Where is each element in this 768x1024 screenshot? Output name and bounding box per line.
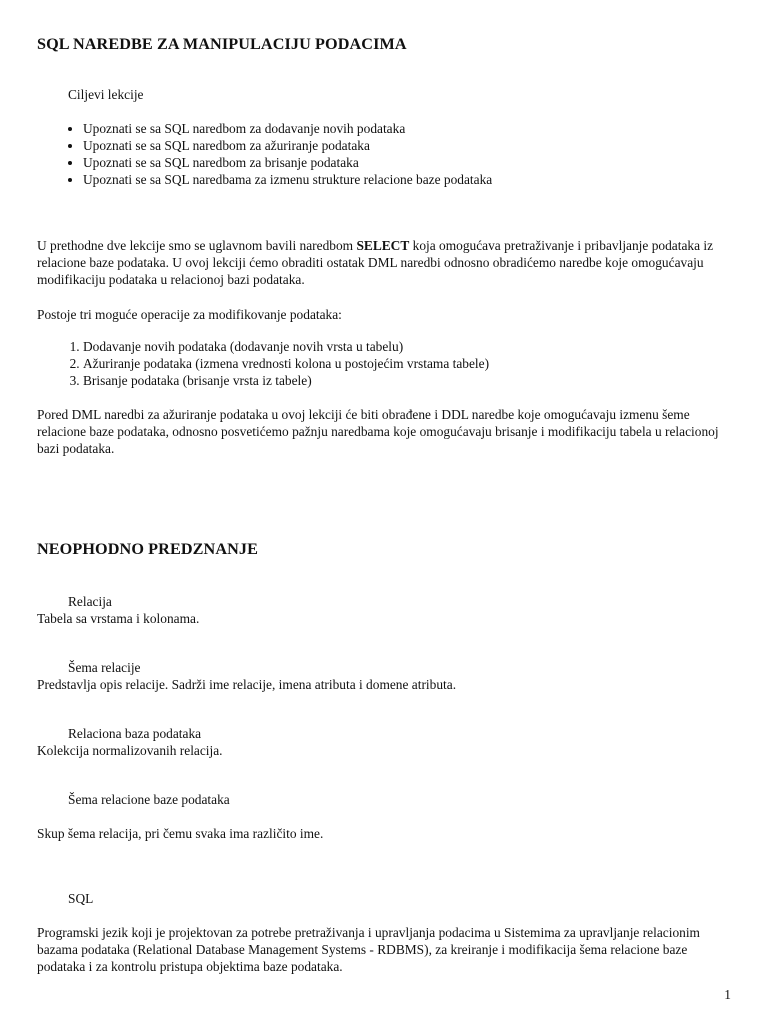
- intro-paragraph: [37, 237, 737, 288]
- definition-description: Tabela sa vrstama i kolonama.: [37, 611, 200, 626]
- intro-text-after: koja omogućava pretraživanje i pribavljanje podataka iz relacione baze podataka. U ovoj lekciji ćemo obraditi ostatak DML naredbi odnosno obradićemo naredbe koje omogućavaju modifikaciju podataka u relacionoj bazi podataka.: [37, 238, 714, 287]
- definition-description: Predstavlja opis relacije. Sadrži ime relacije, imena atributa i domene atributa.: [37, 677, 457, 692]
- definition-description: Skup šema relacija, pri čemu svaka ima različito ime.: [37, 826, 324, 841]
- operation-item: 1. Dodavanje novih podataka (dodavanje novih vrsta u tabelu): [83, 338, 489, 355]
- objective-item: • Upoznati se sa SQL naredbama za izmenu strukture relacione baze podataka: [83, 171, 492, 188]
- operation-item: 3. Brisanje podataka (brisanje vrsta iz tabele): [83, 372, 489, 389]
- prerequisites-heading: NEOPHODNO PREDZNANJE: [37, 540, 258, 558]
- definition-term: Relacija: [68, 594, 112, 609]
- definition-relacija: [37, 593, 737, 627]
- objective-item: • Upoznati se sa SQL naredbom za dodavanje novih podataka: [83, 120, 492, 137]
- objective-item: • Upoznati se sa SQL naredbom za brisanje podataka: [83, 154, 492, 171]
- operation-item: 2. Ažuriranje podataka (izmena vrednosti kolona u postojećim vrstama tabele): [83, 355, 489, 372]
- definition-term: Relaciona baza podataka: [68, 726, 202, 741]
- definition-sema-baze: [37, 791, 737, 842]
- definition-sql: [37, 890, 737, 975]
- definition-term: Šema relacione baze podataka: [68, 792, 230, 807]
- operations-intro: Postoje tri moguće operacije za modifikovanje podataka:: [37, 307, 342, 322]
- operations-list: [37, 338, 489, 389]
- definition-sema-relacije: [37, 659, 737, 693]
- definition-description: Programski jezik koji je projektovan za potrebe pretraživanja i upravljanja podacima u Sistemima za upravljanje relacionim bazama podataka (Relational Database Management Systems - RDBMS), za kreiranje i modifikacija šema relacione baze podataka i za kontrolu pristupa objektima baze podataka.: [37, 925, 700, 974]
- objectives-label: Ciljevi lekcije: [68, 87, 144, 102]
- select-keyword: SELECT: [356, 238, 410, 253]
- definition-relaciona-baza: [37, 725, 737, 759]
- ddl-paragraph: Pored DML naredbi za ažuriranje podataka u ovoj lekciji će biti obrađene i DDL naredbe koje omogućavaju izmenu šeme relacione baze podataka, odnosno posvetićemo pažnju naredbama koje omogućavaju brisanje i modifikaciju tabela u relacionoj bazi podataka.: [37, 407, 719, 456]
- definition-term: SQL: [68, 891, 94, 906]
- definition-term: Šema relacije: [68, 660, 141, 675]
- objectives-list: [37, 120, 492, 188]
- page-number: 1: [724, 987, 731, 1002]
- document-title: SQL NAREDBE ZA MANIPULACIJU PODACIMA: [37, 35, 407, 53]
- document-page: [37, 0, 737, 1024]
- intro-text-before: U prethodne dve lekcije smo se uglavnom bavili naredbom: [37, 238, 357, 253]
- definition-description: Kolekcija normalizovanih relacija.: [37, 743, 223, 758]
- objective-item: • Upoznati se sa SQL naredbom za ažuriranje podataka: [83, 137, 492, 154]
